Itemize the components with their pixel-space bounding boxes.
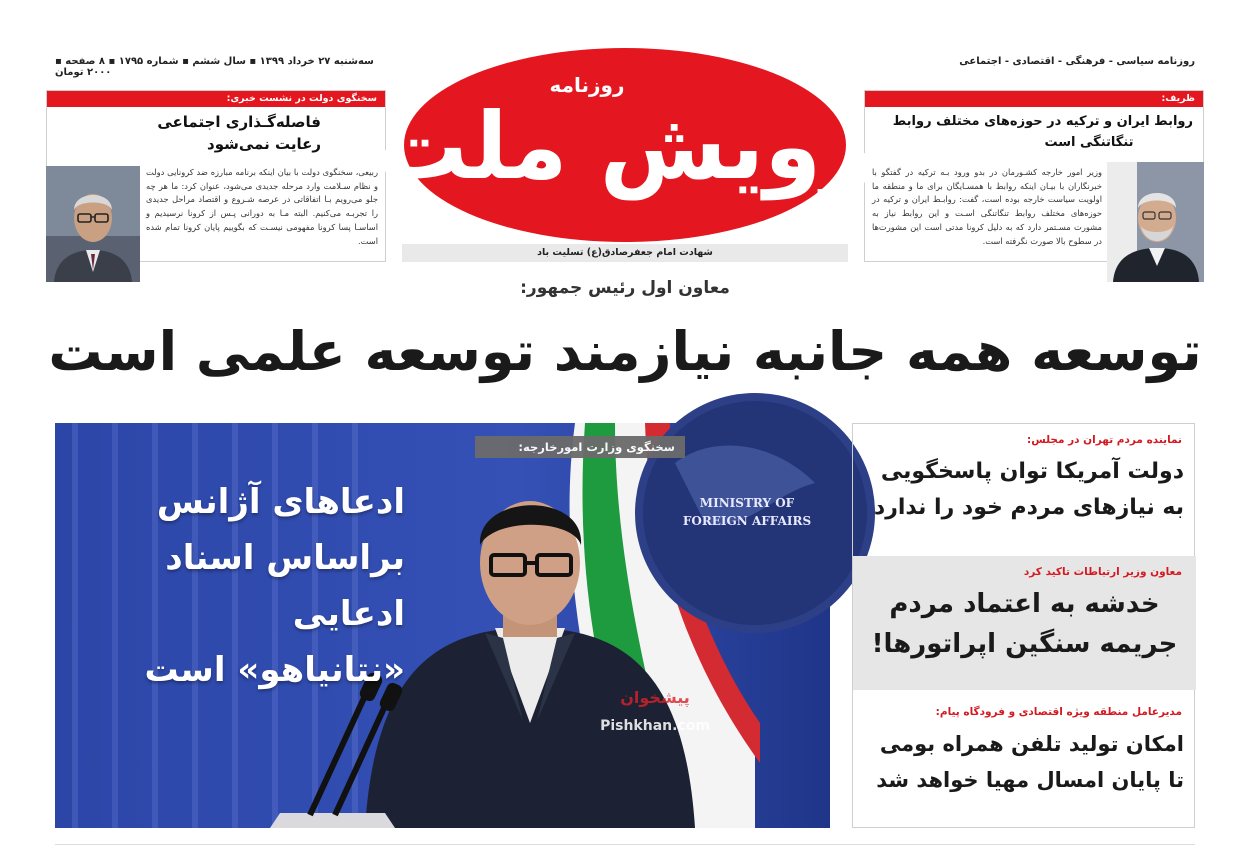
- hero-line-2: براساس اسناد ادعایی: [165, 538, 405, 634]
- watermark-fa: پیشخوان: [620, 688, 690, 707]
- hero-line-1: ادعاهای آژانس: [156, 482, 405, 522]
- story-3-line-1: امکان تولید تلفن همراه بومی: [879, 732, 1184, 756]
- story-3-line-2: تا پایان امسال مهیا خواهد شد: [876, 768, 1184, 792]
- date-line: سه‌شنبه ۲۷ خرداد ۱۳۹۹ ▪ سال ششم ▪ شماره ۱۷۹۵ ▪ ۸ صفحه ▪ ۲۰۰۰ تومان: [55, 56, 374, 78]
- logo-main-text: رویش ملت: [375, 93, 875, 200]
- logo-small-text: روزنامه: [549, 73, 625, 97]
- sign-line-2: FOREIGN AFFAIRS: [682, 514, 812, 528]
- watermark-en: Pishkhan.com: [600, 718, 710, 734]
- left-box-body: ربیعی، سخنگوی دولت با بیان اینکه برنامه مبارزه ضد کرونایی دولت و نظام سـلامت وارد مرحله جدیدی می‌شود، عنوان کرد: ما هر چه جلو می‌رویم بـا اتفاقاتی در عرصه شـروع و اقتصاد مراحل جدیدی را تجربـه می‌کنیم. البته مـا به دورانی پـس از کرونا نرسیدیم و اساسـا پسا کرونا مفهومی نیسـت که بگوییم پایان کرونا تمام شده است.: [146, 167, 378, 246]
- left-box-photo: [46, 166, 140, 282]
- sign-line-1: MINISTRY OF: [699, 496, 795, 510]
- story-1-line-1: دولت آمریکا توان پاسخگویی: [880, 459, 1184, 484]
- page-bottom-rule: [55, 844, 1195, 848]
- story-2-line-2: جریمه سنگین اپراتورها!: [871, 629, 1178, 659]
- hero-line-3: «نتانیاهو» است: [144, 650, 405, 690]
- left-box-headline-1: فاصله‌گـذاری اجتماعی: [157, 113, 321, 131]
- left-box-label: سخنگوی دولت در نشست خبری:: [47, 91, 385, 107]
- story-2-line-1: خدشه به اعتماد مردم: [889, 589, 1160, 619]
- right-box-body: وزیر امور خارجه کشـورمان در بدو ورود بـه ترکیه در گفتگو با خبرنگاران با بیـان اینکه روابط با همسـایگان برای ما و منطقه ما اولویت سیاست خارجه بوده است، گفت: روابـط ایران و ترکیه در حوزه‌های مختلف روابط تنگاتنگی اسـت و این روابط نیاز به مشورت مسـتمر دارد که به دلیل کرونا مدتی است این مشورت‌ها در سطوح بالا صورت نگرفته است.: [872, 167, 1102, 246]
- story-3-kicker: مدیرعامل منطقه ویژه اقتصادی و فرودگاه پیام:: [935, 706, 1182, 718]
- right-box-headline-1: روابط ایران و ترکیه در حوزه‌های مختلف روابط: [892, 114, 1193, 129]
- main-kicker: معاون اول رئیس جمهور:: [520, 278, 730, 298]
- right-box-label: ظریف:: [865, 91, 1203, 107]
- story-1-kicker: نماینده مردم تهران در مجلس:: [1027, 434, 1182, 446]
- right-box-headline-2: تنگاتنگی است: [1044, 135, 1134, 150]
- hero-tag: سخنگوی وزارت امورخارجه:: [475, 436, 685, 458]
- story-2-kicker: معاون وزیر ارتباطات تاکید کرد: [1023, 566, 1182, 578]
- condolence-strip: شهادت امام جعفرصادق(ع) تسلیت باد: [402, 244, 848, 262]
- left-box-headline-2: رعایت نمی‌شود: [207, 135, 321, 153]
- right-stories-column: [852, 423, 1195, 828]
- story-3[interactable]: [853, 706, 1196, 826]
- story-2[interactable]: [853, 556, 1196, 690]
- newspaper-tagline: روزنامه سیاسی - فرهنگی - اقتصادی - اجتماعی: [959, 56, 1195, 67]
- story-1-line-2: به نیازهای مردم خود را ندارد: [873, 495, 1184, 520]
- story-1[interactable]: [853, 434, 1196, 554]
- right-box-photo: [1107, 162, 1204, 282]
- masthead-logo[interactable]: [375, 46, 875, 244]
- main-headline[interactable]: توسعه همه جانبه نیازمند توسعه علمی است: [48, 320, 1202, 383]
- hero-headline[interactable]: [65, 474, 405, 698]
